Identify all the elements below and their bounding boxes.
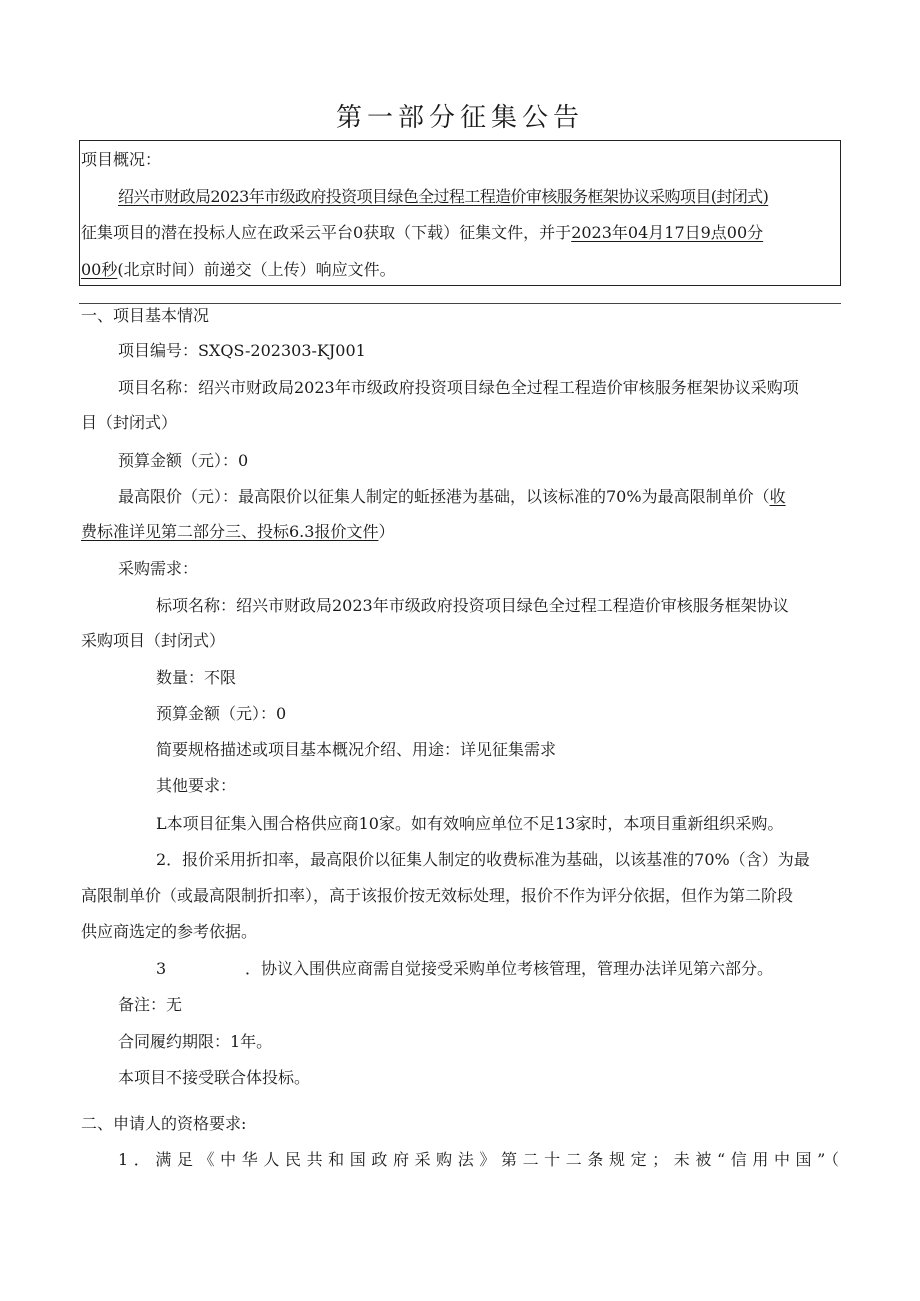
overview-deadline-date: 2023年04月17日9点00分 xyxy=(571,223,764,242)
max-price-ref: 费标准详见第二部分三、投标6.3报价文件 xyxy=(81,522,379,541)
requirement-2-line-3: 供应商选定的参考依据。 xyxy=(81,922,258,941)
max-price-line-2 xyxy=(81,521,394,543)
budget-amount: 预算金额（元）：0 xyxy=(118,451,249,470)
lot-name-line-2: 采购项目（封闭式） xyxy=(81,631,226,650)
max-price-line-1 xyxy=(118,486,786,508)
lot-name-line-1: 标项名称：绍兴市财政局2023年市级政府投资项目绿色全过程工程造价审核服务框架协议 xyxy=(156,596,789,615)
section-2-heading: 二、申请人的资格要求: xyxy=(81,1114,247,1133)
requirement-2-line-1: 2．报价采用折扣率，最高限价以征集人制定的收费标准为基础，以该基准的70%（含）为最 xyxy=(156,850,810,869)
requirements-label: 采购需求： xyxy=(118,559,199,578)
requirement-2-line-2: 高限制单价（或最高限制折扣率），高于该报价按无效标处理，报价不作为评分依据，但作为第二阶段 xyxy=(81,886,794,905)
requirement-1: L本项目征集入围合格供应商10家。如有效响应单位不足13家时，本项目重新组织采购。 xyxy=(156,814,784,833)
overview-deadline-seconds: 00秒 xyxy=(81,260,118,279)
overview-project-name: 绍兴市财政局2023年市级政府投资项目绿色全过程工程造价审核服务框架协议采购项目(封闭式) xyxy=(118,187,769,206)
overview-collect-text: 征集项目的潜在投标人应在政采云平台0获取（下载）征集文件，并于 xyxy=(81,223,572,242)
no-consortium: 本项目不接受联合体投标。 xyxy=(118,1068,311,1087)
max-price-close: ） xyxy=(378,522,395,541)
overview-submit-text: (北京时间）前递交（上传）响应文件。 xyxy=(117,260,396,279)
spec-description: 简要规格描述或项目基本概况介绍、用途：详见征集需求 xyxy=(156,740,557,759)
other-requirements-label: 其他要求： xyxy=(156,776,237,795)
requirement-3-text: ．协议入围供应商需自觉接受采购单位考核管理，管理办法详见第六部分。 xyxy=(245,959,774,978)
max-price-text: 最高限价（元）：最高限价以征集人制定的蚯拯港为基础，以该标准的70%为最高限制单价（ xyxy=(118,487,770,506)
overview-line-2 xyxy=(81,222,763,244)
quantity: 数量：不限 xyxy=(156,668,237,687)
project-name-line-2: 目（封闭式） xyxy=(81,413,178,432)
project-name-line-1: 项目名称：绍兴市财政局2023年市级政府投资项目绿色全过程工程造价审核服务框架协议采购项 xyxy=(118,378,799,397)
page-title: 第一部分征集公告 xyxy=(335,103,584,133)
requirement-3-number: 3 xyxy=(156,959,167,978)
lot-budget: 预算金额（元）：0 xyxy=(156,704,287,723)
contract-term: 合同履约期限：1年。 xyxy=(118,1032,273,1051)
overview-line-3 xyxy=(81,259,396,281)
remarks: 备注：无 xyxy=(118,995,183,1014)
section-1-heading: 一、项目基本情况 xyxy=(81,306,210,325)
section-divider xyxy=(79,303,841,304)
qualification-1: 1．满足《中华人民共和国政府采购法》第二十二条规定；未被“信用中国”（ xyxy=(118,1150,845,1169)
overview-label: 项目概况： xyxy=(81,150,162,169)
project-number: 项目编号：SXQS-202303-KJ001 xyxy=(118,341,366,360)
max-price-ref-start: 收 xyxy=(769,487,786,506)
